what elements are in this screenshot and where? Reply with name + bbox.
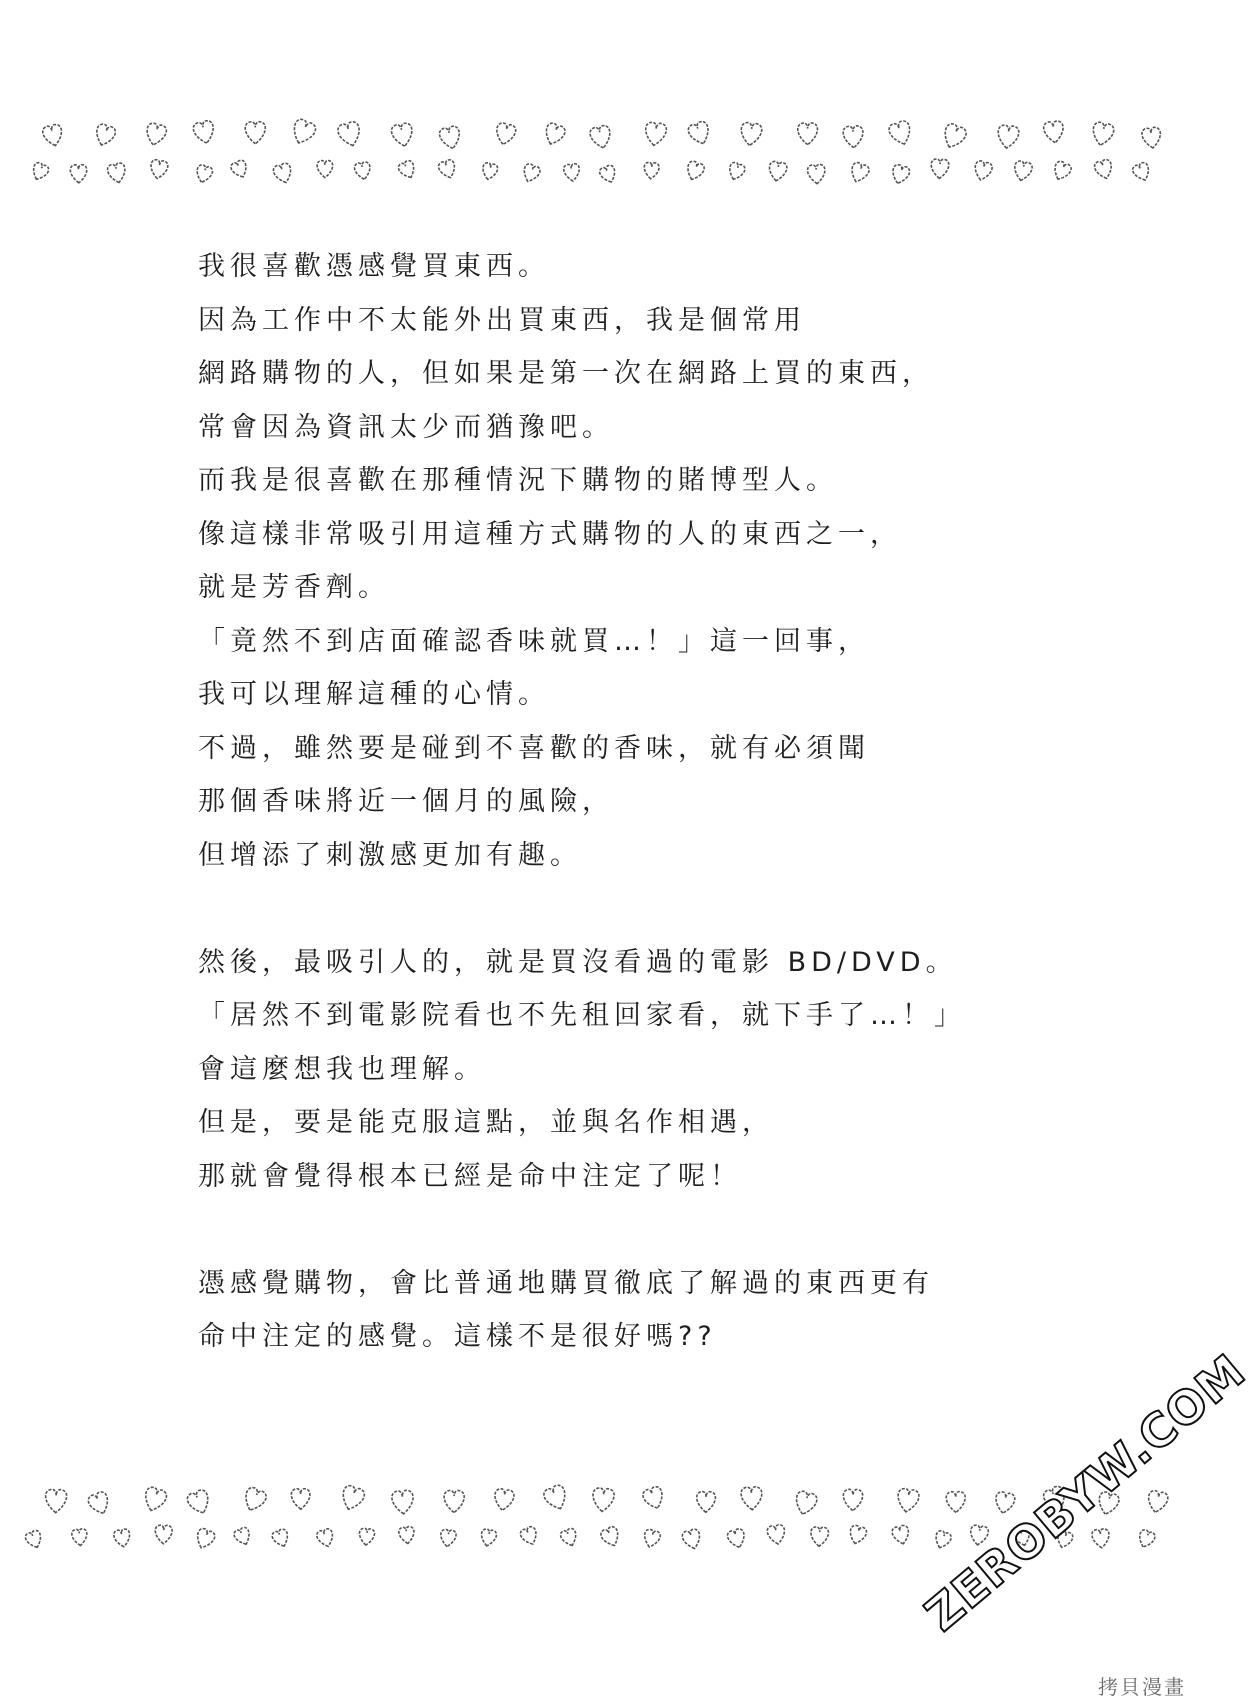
text-line: 命中注定的感覺。這樣不是很好嗎?? [198,1321,717,1352]
heart-icon [149,159,169,180]
heart-icon [230,159,250,180]
heart-icon [848,161,871,185]
heart-icon [439,1529,456,1548]
heart-icon [1090,121,1115,147]
heart-icon [641,1485,666,1511]
text-line: 「竟然不到店面確認香味就買…！」這一回事， [198,625,870,657]
heart-icon [291,1489,310,1510]
heart-icon [810,1527,828,1547]
heart-icon [684,160,706,182]
heart-icon [42,123,65,147]
heart-icon [843,126,864,149]
heart-icon [972,160,993,182]
text-line: 因為工作中不太能外出買東西，我是個常用 [198,304,806,336]
heart-icon [559,1527,579,1548]
paragraph-spacer [198,1203,1058,1257]
heart-icon [696,1491,715,1512]
heart-icon [644,121,667,146]
heart-icon [940,122,968,151]
heart-icon [739,122,762,147]
heart-icon [798,123,818,145]
heart-icon [1131,161,1152,183]
text-line: 憑感覺購物，會比普通地購買徹底了解過的東西更有 [198,1267,934,1299]
heart-icon [542,122,567,148]
corner-watermark: 拷貝漫畫 [1098,1675,1186,1699]
heart-icon [398,1526,415,1544]
heart-icon [241,1486,268,1514]
heart-icon [1141,127,1162,149]
heart-icon [1093,158,1114,180]
text-line: 我可以理解這種的心情。 [198,679,550,710]
heart-icon [1012,160,1033,182]
text-line: 那個香味將近一個月的風險， [198,786,614,817]
heart-icon [107,162,128,184]
heart-icon [354,161,372,180]
heart-icon [93,123,117,148]
heart-icon [271,1528,291,1549]
heart-icon [890,163,911,185]
heart-icon [996,124,1019,149]
text-line: 那就會覺得根本已經是命中注定了呢！ [198,1160,742,1192]
heart-icon [766,1524,786,1546]
heart-icon [933,1529,953,1550]
heart-icon [520,162,541,184]
heart-icon [891,1524,911,1545]
heart-icon [437,158,458,180]
heart-icon [233,1526,253,1547]
heart-icon [887,119,914,147]
heart-icon [336,120,363,148]
site-watermark: ZEROBYW.COM [915,1343,1256,1642]
text-line: 但是，要是能克服這點，並與名作相遇， [198,1107,774,1138]
heart-icon [1051,160,1073,183]
paragraph-2 [198,936,1058,1204]
heart-icon [245,122,265,144]
text-line: 常會因為資訊太少而猶豫吧。 [198,411,614,443]
heart-icon [726,1528,747,1550]
heart-icon [599,1525,622,1549]
text-line: 然後，最吸引人的，就是買沒看過的電影 BD/DVD。 [198,946,958,978]
heart-icon [192,119,216,145]
heart-icon [391,1490,414,1515]
heart-icon [542,1483,570,1512]
heart-icon [444,1490,464,1512]
heart-icon [193,1527,216,1551]
heart-icon [113,1528,132,1548]
top-heart-border [20,112,1180,202]
heart-icon [186,1488,213,1517]
heart-icon [589,124,613,150]
heart-icon [1146,1490,1169,1515]
heart-icon [681,1528,703,1551]
text-line: 會這麼想我也理解。 [198,1053,486,1085]
heart-icon [24,1529,44,1550]
heart-icon [592,1487,615,1512]
heart-icon [767,161,787,183]
essay-body [198,240,1058,1364]
heart-icon [1091,1528,1110,1548]
heart-icon [1136,1528,1156,1549]
text-line: 就是芳香劑。 [198,572,390,603]
heart-icon [494,122,517,147]
heart-icon [741,1486,763,1510]
heart-icon [316,1528,336,1549]
heart-icon [397,159,418,181]
text-line: 但增添了刺激感更加有趣。 [198,839,582,871]
heart-icon [30,161,50,182]
heart-icon [793,1490,819,1517]
heart-icon [479,1528,497,1547]
text-line: 「居然不到電影院看也不先租回家看，就下手了…！」 [198,1000,966,1031]
paragraph-spacer [198,882,1058,936]
heart-icon [843,1489,863,1511]
text-line: 不過，雖然要是碰到不喜歡的香味，就有必須聞 [198,732,870,764]
heart-icon [642,1528,662,1549]
heart-border-graphic [20,112,1180,202]
paragraph-1 [198,240,1058,882]
heart-icon [272,162,294,185]
text-line: 像這樣非常吸引用這種方式購物的人的東西之一， [198,518,902,550]
heart-icon [994,1491,1016,1515]
text-line: 而我是很喜歡在那種情況下購物的賭博型人。 [198,465,838,496]
heart-icon [946,1491,965,1512]
heart-icon [687,120,713,147]
heart-icon [481,162,499,181]
heart-icon [317,160,333,177]
heart-icon [931,159,949,179]
text-line: 我很喜歡憑感覺買東西。 [198,251,550,282]
heart-icon [338,1484,366,1513]
heart-icon [155,1525,172,1544]
heart-icon [643,162,659,180]
heart-icon [289,117,318,147]
heart-icon [847,1524,867,1546]
heart-icon [726,161,746,182]
heart-icon [141,1486,168,1514]
heart-icon [71,1528,88,1546]
heart-icon [70,165,87,184]
heart-icon [438,125,462,151]
text-line: 網路購物的人，但如果是第一次在網路上買的東西， [198,358,934,389]
heart-icon [194,164,214,185]
heart-icon [563,163,580,182]
heart-icon [519,1525,540,1547]
heart-icon [598,164,618,185]
heart-icon [144,122,168,147]
paragraph-3 [198,1257,1058,1364]
heart-icon [358,1528,375,1546]
heart-icon [45,1489,67,1513]
heart-icon [87,1490,113,1517]
heart-icon [1043,120,1065,144]
heart-icon [807,164,826,184]
heart-icon [390,122,414,148]
heart-icon [493,1488,515,1512]
heart-icon [896,1488,920,1514]
